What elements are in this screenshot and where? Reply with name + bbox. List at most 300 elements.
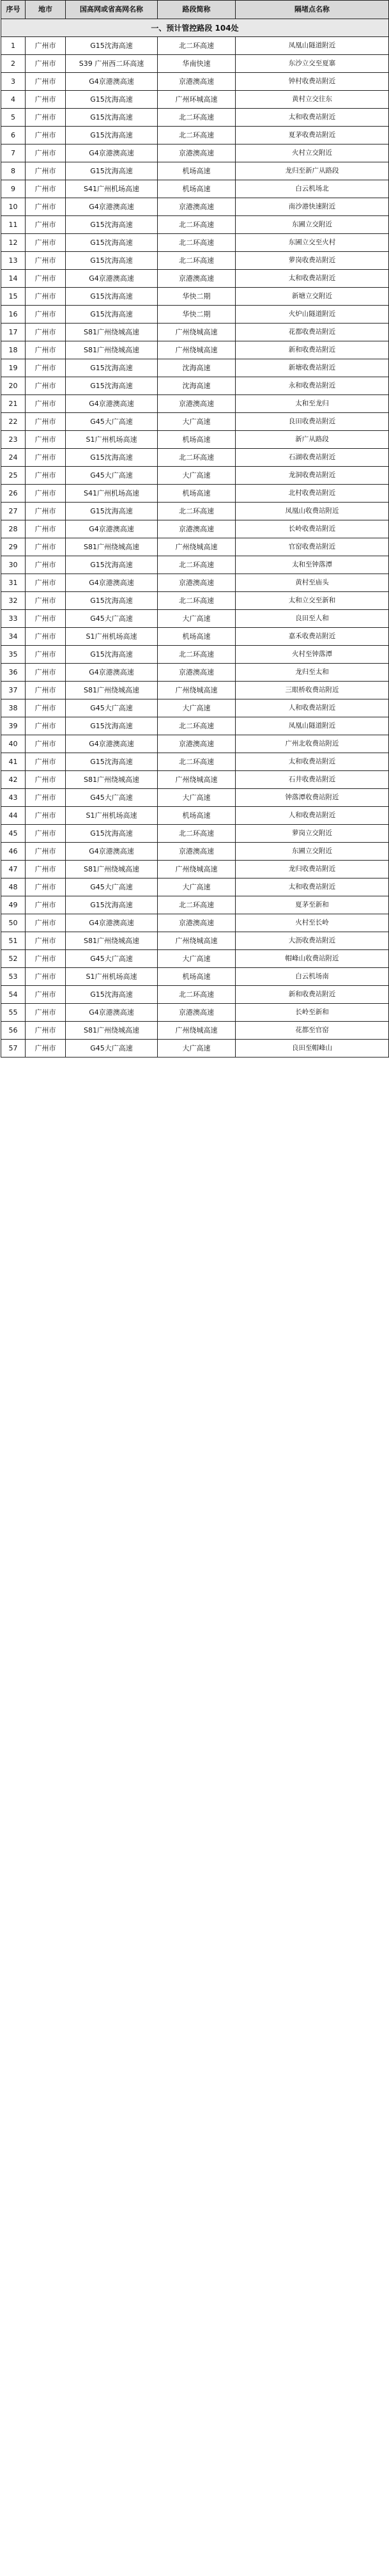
table-row <box>1 306 389 324</box>
cell-highway: G15沈海高速 <box>66 717 158 735</box>
table-row <box>1 395 389 413</box>
cell-section: 北二环高速 <box>158 592 236 610</box>
cell-location: 龙归收费站附近 <box>236 861 389 878</box>
cell-highway: S41广州机场高速 <box>66 180 158 198</box>
table-row <box>1 324 389 341</box>
table-row <box>1 431 389 449</box>
table-row <box>1 144 389 162</box>
cell-highway: G4京港澳高速 <box>66 73 158 91</box>
cell-highway: S41广州机场高速 <box>66 485 158 503</box>
cell-highway: G4京港澳高速 <box>66 198 158 216</box>
cell-location: 南沙港快速附近 <box>236 198 389 216</box>
cell-highway: S81广州绕城高速 <box>66 341 158 359</box>
cell-city: 广州市 <box>26 538 66 556</box>
cell-city: 广州市 <box>26 574 66 592</box>
cell-location: 长岭收费站附近 <box>236 520 389 538</box>
cell-city: 广州市 <box>26 234 66 252</box>
cell-index: 29 <box>1 538 26 556</box>
table-row <box>1 843 389 861</box>
cell-location: 太和收费站附近 <box>236 109 389 127</box>
table-row <box>1 55 389 73</box>
cell-index: 14 <box>1 270 26 288</box>
cell-section: 大广高速 <box>158 610 236 628</box>
table-row <box>1 73 389 91</box>
cell-location: 火村至长岭 <box>236 914 389 932</box>
cell-highway: G45大广高速 <box>66 950 158 968</box>
cell-section: 大广高速 <box>158 789 236 807</box>
cell-highway: G45大广高速 <box>66 878 158 896</box>
cell-location: 火村立交附近 <box>236 144 389 162</box>
cell-section: 沈海高速 <box>158 377 236 395</box>
cell-index: 30 <box>1 556 26 574</box>
cell-section: 广州绕城高速 <box>158 538 236 556</box>
cell-location: 太和立交至新和 <box>236 592 389 610</box>
cell-highway: G4京港澳高速 <box>66 1004 158 1022</box>
cell-index: 51 <box>1 932 26 950</box>
cell-highway: G45大广高速 <box>66 699 158 717</box>
cell-index: 45 <box>1 825 26 843</box>
cell-section: 广州绕城高速 <box>158 341 236 359</box>
cell-city: 广州市 <box>26 825 66 843</box>
cell-city: 广州市 <box>26 395 66 413</box>
table-row <box>1 682 389 699</box>
cell-location: 石井收费站附近 <box>236 771 389 789</box>
cell-city: 广州市 <box>26 592 66 610</box>
cell-location: 东圃立交至火村 <box>236 234 389 252</box>
cell-location: 凤凰山收费站附近 <box>236 503 389 520</box>
cell-city: 广州市 <box>26 198 66 216</box>
cell-index: 47 <box>1 861 26 878</box>
cell-section: 大广高速 <box>158 1040 236 1058</box>
cell-index: 8 <box>1 162 26 180</box>
cell-highway: G15沈海高速 <box>66 377 158 395</box>
cell-highway: S1广州机场高速 <box>66 628 158 646</box>
cell-highway: G4京港澳高速 <box>66 395 158 413</box>
cell-section: 机场高速 <box>158 807 236 825</box>
cell-section: 京港澳高速 <box>158 395 236 413</box>
cell-highway: G45大广高速 <box>66 1040 158 1058</box>
cell-section: 大广高速 <box>158 878 236 896</box>
cell-location: 人和收费站附近 <box>236 807 389 825</box>
cell-highway: G15沈海高速 <box>66 37 158 55</box>
cell-highway: G15沈海高速 <box>66 306 158 324</box>
cell-index: 22 <box>1 413 26 431</box>
cell-index: 2 <box>1 55 26 73</box>
cell-index: 35 <box>1 646 26 664</box>
cell-section: 北二环高速 <box>158 109 236 127</box>
cell-city: 广州市 <box>26 1022 66 1040</box>
cell-section: 北二环高速 <box>158 449 236 467</box>
cell-city: 广州市 <box>26 861 66 878</box>
cell-section: 京港澳高速 <box>158 144 236 162</box>
table-row <box>1 717 389 735</box>
cell-location: 官窑收费站附近 <box>236 538 389 556</box>
control-table-container <box>1 0 388 1058</box>
cell-city: 广州市 <box>26 252 66 270</box>
cell-section: 广州绕城高速 <box>158 324 236 341</box>
cell-city: 广州市 <box>26 306 66 324</box>
cell-location: 良田至人和 <box>236 610 389 628</box>
cell-index: 31 <box>1 574 26 592</box>
cell-location: 广州北收费站附近 <box>236 735 389 753</box>
table-row <box>1 359 389 377</box>
section-row <box>1 19 389 37</box>
cell-city: 广州市 <box>26 896 66 914</box>
cell-section: 北二环高速 <box>158 753 236 771</box>
cell-location: 良田至帽峰山 <box>236 1040 389 1058</box>
cell-location: 龙归至太和 <box>236 664 389 682</box>
table-row <box>1 109 389 127</box>
cell-section: 北二环高速 <box>158 896 236 914</box>
cell-city: 广州市 <box>26 467 66 485</box>
cell-index: 15 <box>1 288 26 306</box>
cell-highway: G15沈海高速 <box>66 252 158 270</box>
col-header-location: 隔堵点名称 <box>236 1 389 19</box>
cell-highway: S81广州绕城高速 <box>66 861 158 878</box>
cell-highway: S1广州机场高速 <box>66 431 158 449</box>
table-row <box>1 861 389 878</box>
cell-city: 广州市 <box>26 789 66 807</box>
cell-index: 26 <box>1 485 26 503</box>
cell-location: 白云机场北 <box>236 180 389 198</box>
cell-index: 36 <box>1 664 26 682</box>
cell-index: 10 <box>1 198 26 216</box>
cell-highway: G4京港澳高速 <box>66 574 158 592</box>
cell-index: 23 <box>1 431 26 449</box>
cell-location: 太和至钟落潭 <box>236 556 389 574</box>
cell-highway: S1广州机场高速 <box>66 968 158 986</box>
cell-index: 4 <box>1 91 26 109</box>
cell-index: 5 <box>1 109 26 127</box>
cell-location: 花都收费站附近 <box>236 324 389 341</box>
control-table <box>1 0 389 1058</box>
table-row <box>1 449 389 467</box>
cell-highway: G15沈海高速 <box>66 753 158 771</box>
table-row <box>1 789 389 807</box>
cell-index: 34 <box>1 628 26 646</box>
cell-location: 长岭至新和 <box>236 1004 389 1022</box>
cell-location: 太和收费站附近 <box>236 878 389 896</box>
cell-highway: G15沈海高速 <box>66 592 158 610</box>
cell-index: 3 <box>1 73 26 91</box>
table-row <box>1 753 389 771</box>
cell-highway: G4京港澳高速 <box>66 914 158 932</box>
table-row <box>1 986 389 1004</box>
table-row <box>1 950 389 968</box>
cell-highway: G15沈海高速 <box>66 986 158 1004</box>
cell-highway: G15沈海高速 <box>66 91 158 109</box>
cell-section: 京港澳高速 <box>158 664 236 682</box>
cell-location: 石湖收费站附近 <box>236 449 389 467</box>
cell-location: 龙洞收费站附近 <box>236 467 389 485</box>
cell-index: 53 <box>1 968 26 986</box>
cell-section: 京港澳高速 <box>158 843 236 861</box>
cell-section: 北二环高速 <box>158 127 236 144</box>
cell-index: 1 <box>1 37 26 55</box>
cell-section: 京港澳高速 <box>158 270 236 288</box>
table-row <box>1 162 389 180</box>
cell-section: 北二环高速 <box>158 503 236 520</box>
cell-highway: S81广州绕城高速 <box>66 538 158 556</box>
cell-location: 嘉禾收费站附近 <box>236 628 389 646</box>
cell-highway: G15沈海高速 <box>66 503 158 520</box>
cell-index: 12 <box>1 234 26 252</box>
table-row <box>1 413 389 431</box>
cell-section: 北二环高速 <box>158 252 236 270</box>
cell-section: 机场高速 <box>158 431 236 449</box>
cell-index: 46 <box>1 843 26 861</box>
cell-section: 京港澳高速 <box>158 574 236 592</box>
cell-location: 黄村至庙头 <box>236 574 389 592</box>
cell-highway: G15沈海高速 <box>66 556 158 574</box>
cell-highway: G15沈海高速 <box>66 646 158 664</box>
table-row <box>1 825 389 843</box>
cell-city: 广州市 <box>26 431 66 449</box>
cell-highway: G15沈海高速 <box>66 288 158 306</box>
cell-index: 20 <box>1 377 26 395</box>
cell-city: 广州市 <box>26 341 66 359</box>
table-row <box>1 91 389 109</box>
cell-city: 广州市 <box>26 807 66 825</box>
cell-city: 广州市 <box>26 449 66 467</box>
cell-highway: G45大广高速 <box>66 789 158 807</box>
col-header-city: 地市 <box>26 1 66 19</box>
cell-city: 广州市 <box>26 359 66 377</box>
cell-location: 帽峰山收费站附近 <box>236 950 389 968</box>
cell-location: 人和收费站附近 <box>236 699 389 717</box>
cell-section: 北二环高速 <box>158 646 236 664</box>
cell-section: 机场高速 <box>158 628 236 646</box>
cell-location: 白云机场南 <box>236 968 389 986</box>
cell-index: 50 <box>1 914 26 932</box>
table-row <box>1 592 389 610</box>
cell-location: 夏茅至新和 <box>236 896 389 914</box>
cell-highway: G15沈海高速 <box>66 359 158 377</box>
cell-index: 54 <box>1 986 26 1004</box>
table-row <box>1 520 389 538</box>
cell-index: 55 <box>1 1004 26 1022</box>
table-header-row <box>1 1 389 19</box>
cell-section: 京港澳高速 <box>158 914 236 932</box>
cell-highway: S81广州绕城高速 <box>66 324 158 341</box>
table-row <box>1 896 389 914</box>
cell-index: 19 <box>1 359 26 377</box>
cell-city: 广州市 <box>26 37 66 55</box>
cell-index: 28 <box>1 520 26 538</box>
cell-section: 北二环高速 <box>158 825 236 843</box>
cell-index: 38 <box>1 699 26 717</box>
cell-highway: G4京港澳高速 <box>66 664 158 682</box>
cell-city: 广州市 <box>26 1004 66 1022</box>
cell-index: 44 <box>1 807 26 825</box>
cell-section: 华快二期 <box>158 288 236 306</box>
table-row <box>1 485 389 503</box>
cell-city: 广州市 <box>26 144 66 162</box>
cell-location: 新塘收费站附近 <box>236 359 389 377</box>
table-row <box>1 538 389 556</box>
table-row <box>1 556 389 574</box>
table-row <box>1 914 389 932</box>
cell-city: 广州市 <box>26 180 66 198</box>
table-row <box>1 270 389 288</box>
cell-city: 广州市 <box>26 664 66 682</box>
cell-section: 大广高速 <box>158 467 236 485</box>
cell-section: 北二环高速 <box>158 37 236 55</box>
cell-section: 机场高速 <box>158 968 236 986</box>
cell-city: 广州市 <box>26 91 66 109</box>
cell-section: 京港澳高速 <box>158 198 236 216</box>
cell-index: 43 <box>1 789 26 807</box>
table-row <box>1 771 389 789</box>
cell-index: 49 <box>1 896 26 914</box>
cell-section: 广州绕城高速 <box>158 932 236 950</box>
cell-highway: G15沈海高速 <box>66 109 158 127</box>
cell-city: 广州市 <box>26 324 66 341</box>
cell-city: 广州市 <box>26 503 66 520</box>
cell-city: 广州市 <box>26 1040 66 1058</box>
cell-section: 华快二期 <box>158 306 236 324</box>
cell-section: 广州绕城高速 <box>158 861 236 878</box>
cell-section: 大广高速 <box>158 699 236 717</box>
cell-highway: G15沈海高速 <box>66 825 158 843</box>
cell-index: 25 <box>1 467 26 485</box>
table-row <box>1 1040 389 1058</box>
table-row <box>1 968 389 986</box>
cell-city: 广州市 <box>26 771 66 789</box>
cell-city: 广州市 <box>26 717 66 735</box>
table-row <box>1 610 389 628</box>
table-row <box>1 198 389 216</box>
cell-location: 东沙立交至夏寨 <box>236 55 389 73</box>
table-row <box>1 288 389 306</box>
cell-location: 钟落潭收费站附近 <box>236 789 389 807</box>
col-header-highway: 国高网或省高网名称 <box>66 1 158 19</box>
cell-highway: G4京港澳高速 <box>66 843 158 861</box>
cell-location: 花都至官窑 <box>236 1022 389 1040</box>
cell-location: 三眼桥收费站附近 <box>236 682 389 699</box>
cell-index: 40 <box>1 735 26 753</box>
cell-location: 北村收费站附近 <box>236 485 389 503</box>
cell-location: 萝岗立交附近 <box>236 825 389 843</box>
table-row <box>1 341 389 359</box>
cell-highway: G15沈海高速 <box>66 234 158 252</box>
cell-city: 广州市 <box>26 753 66 771</box>
table-row <box>1 932 389 950</box>
cell-highway: G45大广高速 <box>66 610 158 628</box>
table-row <box>1 1004 389 1022</box>
cell-city: 广州市 <box>26 216 66 234</box>
cell-section: 广州绕城高速 <box>158 1022 236 1040</box>
cell-index: 6 <box>1 127 26 144</box>
cell-index: 52 <box>1 950 26 968</box>
cell-highway: G15沈海高速 <box>66 162 158 180</box>
cell-section: 广州绕城高速 <box>158 771 236 789</box>
cell-city: 广州市 <box>26 377 66 395</box>
cell-highway: G15沈海高速 <box>66 896 158 914</box>
cell-location: 萝岗收费站附近 <box>236 252 389 270</box>
cell-city: 广州市 <box>26 914 66 932</box>
col-header-section: 路段简称 <box>158 1 236 19</box>
cell-section: 京港澳高速 <box>158 735 236 753</box>
cell-city: 广州市 <box>26 968 66 986</box>
cell-section: 京港澳高速 <box>158 1004 236 1022</box>
cell-section: 大广高速 <box>158 950 236 968</box>
cell-section: 北二环高速 <box>158 234 236 252</box>
table-row <box>1 1022 389 1040</box>
cell-index: 13 <box>1 252 26 270</box>
table-row <box>1 878 389 896</box>
table-row <box>1 127 389 144</box>
cell-index: 42 <box>1 771 26 789</box>
table-row <box>1 628 389 646</box>
cell-city: 广州市 <box>26 682 66 699</box>
table-row <box>1 216 389 234</box>
table-row <box>1 377 389 395</box>
cell-city: 广州市 <box>26 109 66 127</box>
cell-highway: G4京港澳高速 <box>66 144 158 162</box>
cell-city: 广州市 <box>26 932 66 950</box>
cell-index: 33 <box>1 610 26 628</box>
cell-location: 东圃立交附近 <box>236 216 389 234</box>
cell-section: 沈海高速 <box>158 359 236 377</box>
cell-location: 火村至钟落潭 <box>236 646 389 664</box>
table-row <box>1 646 389 664</box>
table-row <box>1 252 389 270</box>
cell-index: 21 <box>1 395 26 413</box>
cell-location: 良田收费站附近 <box>236 413 389 431</box>
cell-city: 广州市 <box>26 485 66 503</box>
cell-city: 广州市 <box>26 843 66 861</box>
cell-index: 27 <box>1 503 26 520</box>
cell-city: 广州市 <box>26 162 66 180</box>
cell-location: 龙归至新广从路段 <box>236 162 389 180</box>
cell-index: 18 <box>1 341 26 359</box>
table-row <box>1 503 389 520</box>
cell-highway: S1广州机场高速 <box>66 807 158 825</box>
cell-highway: G15沈海高速 <box>66 127 158 144</box>
cell-section: 北二环高速 <box>158 986 236 1004</box>
cell-highway: G45大广高速 <box>66 413 158 431</box>
cell-highway: G45大广高速 <box>66 467 158 485</box>
cell-highway: G4京港澳高速 <box>66 520 158 538</box>
cell-location: 太和至龙归 <box>236 395 389 413</box>
cell-location: 黄村立交往东 <box>236 91 389 109</box>
cell-section: 机场高速 <box>158 162 236 180</box>
cell-city: 广州市 <box>26 950 66 968</box>
cell-index: 32 <box>1 592 26 610</box>
cell-index: 37 <box>1 682 26 699</box>
cell-index: 56 <box>1 1022 26 1040</box>
cell-section: 机场高速 <box>158 485 236 503</box>
cell-city: 广州市 <box>26 610 66 628</box>
cell-index: 9 <box>1 180 26 198</box>
table-row <box>1 735 389 753</box>
cell-city: 广州市 <box>26 628 66 646</box>
cell-section: 机场高速 <box>158 180 236 198</box>
cell-location: 新塘立交附近 <box>236 288 389 306</box>
cell-location: 凤凰山隧道附近 <box>236 37 389 55</box>
cell-index: 39 <box>1 717 26 735</box>
cell-location: 太和收费站附近 <box>236 270 389 288</box>
cell-highway: S81广州绕城高速 <box>66 932 158 950</box>
cell-city: 广州市 <box>26 73 66 91</box>
cell-highway: S39 广州西二环高速 <box>66 55 158 73</box>
cell-index: 41 <box>1 753 26 771</box>
cell-city: 广州市 <box>26 127 66 144</box>
table-row <box>1 574 389 592</box>
cell-highway: G15沈海高速 <box>66 216 158 234</box>
cell-highway: G15沈海高速 <box>66 449 158 467</box>
